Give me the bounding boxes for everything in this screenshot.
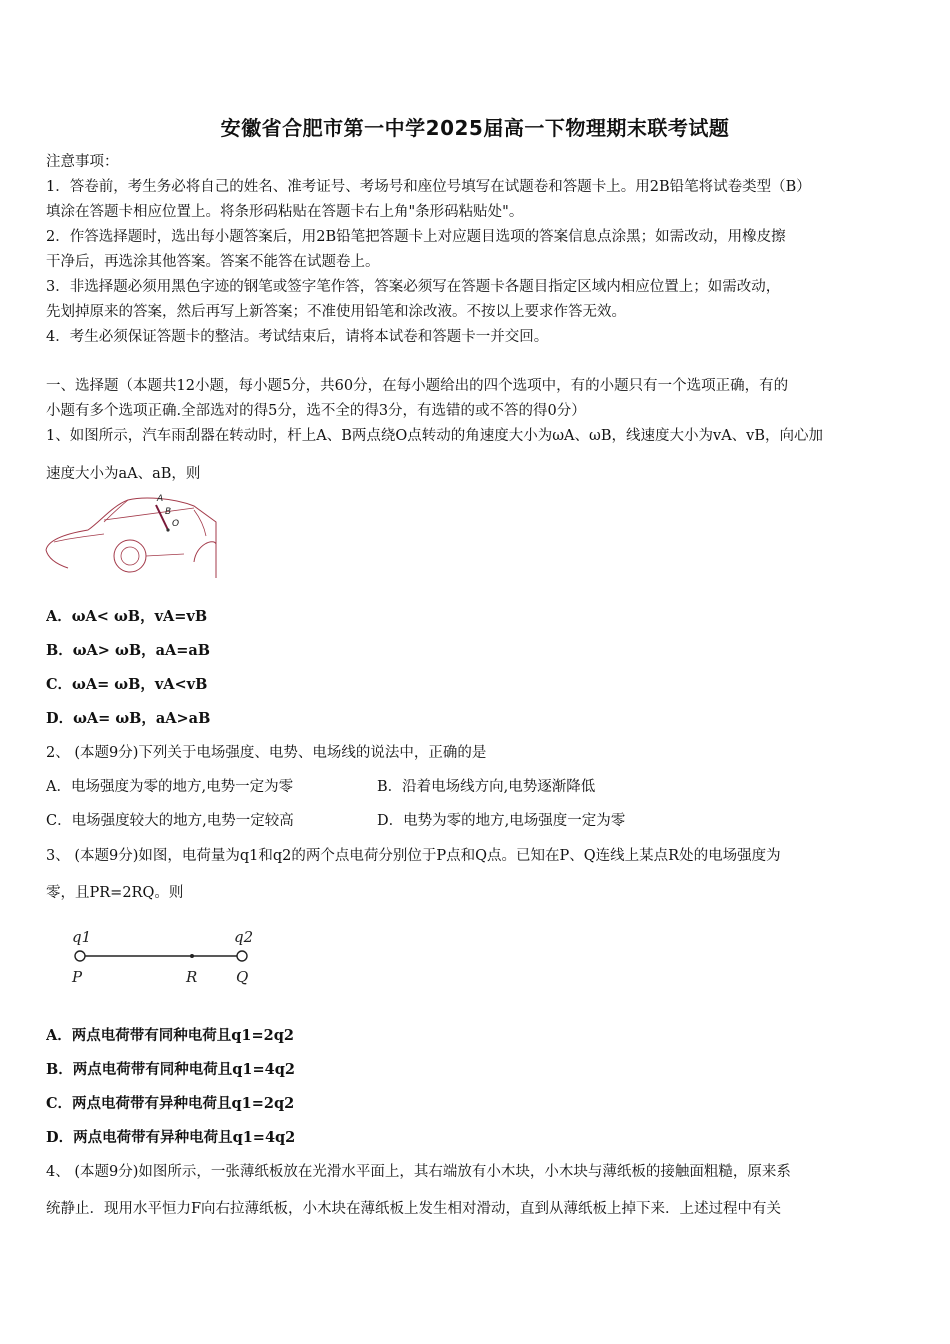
option-b: B．沿着电场线方向,电势逐渐降低	[377, 779, 596, 795]
label-q: Q	[236, 968, 249, 986]
notice-line: 填涂在答题卡相应位置上。将条形码粘贴在答题卡右上角"条形码粘贴处"。	[46, 204, 524, 220]
section-heading: 小题有多个选项正确.全部选对的得5分，选不全的得3分，有选错的或不答的得0分）	[46, 403, 586, 419]
option-b: B．两点电荷带有同种电荷且q1=4q2	[46, 1061, 295, 1078]
section-heading: 一、选择题（本题共12小题，每小题5分，共60分，在每小题给出的四个选项中，有的小题只有一个选项正确，有的	[46, 378, 789, 394]
notice-line: 3．非选择题必须用黑色字迹的钢笔或签字笔作答，答案必须写在答题卡各题目指定区域内相应位置上；如需改动，	[46, 279, 781, 295]
option-d: D．ωA= ωB，aA>aB	[46, 710, 211, 727]
figure-label-b: B	[165, 507, 172, 517]
notice-line: 4．考生必须保证答题卡的整洁。考试结束后，请将本试卷和答题卡一并交回。	[46, 329, 549, 345]
question-1-stem: 1、如图所示，汽车雨刮器在转动时，杆上A、B两点绕O点转动的角速度大小为ωA、ωB，线速度大小为vA、vB，向心加	[46, 428, 824, 444]
option-c: C．ωA= ωB，vA<vB	[46, 676, 208, 693]
question-2-stem: 2、 (本题9分)下列关于电场强度、电势、电场线的说法中，正确的是	[46, 745, 487, 761]
notice-line: 先划掉原来的答案，然后再写上新答案；不准使用铅笔和涂改液。不按以上要求作答无效。	[46, 304, 626, 320]
label-r: R	[186, 968, 198, 986]
question-3-stem: 3、 (本题9分)如图，电荷量为q1和q2的两个点电荷分别位于P点和Q点。已知在P、Q连线上某点R处的电场强度为	[46, 848, 781, 864]
question-1-stem: 速度大小为aA、aB，则	[46, 466, 201, 482]
option-d: D．两点电荷带有异种电荷且q1=4q2	[46, 1129, 296, 1146]
car-wiper-figure	[44, 492, 218, 578]
option-d: D．电势为零的地方,电场强度一定为零	[377, 813, 626, 829]
charges-figure	[66, 924, 266, 990]
notice-line: 1．答卷前，考生务必将自己的姓名、准考证号、考场号和座位号填写在试题卷和答题卡上。用2B铅笔将试卷类型（B）	[46, 179, 811, 195]
option-a: A．电场强度为零的地方,电势一定为零	[46, 779, 294, 795]
option-a: A．两点电荷带有同种电荷且q1=2q2	[46, 1027, 294, 1044]
option-c: C．电场强度较大的地方,电势一定较高	[46, 813, 294, 829]
label-p: P	[72, 968, 83, 986]
label-q1: q1	[72, 928, 92, 946]
label-q2: q2	[234, 928, 254, 946]
figure-label-o: O	[172, 519, 180, 529]
question-3-stem: 零，且PR=2RQ。则	[46, 885, 184, 901]
option-c: C．两点电荷带有异种电荷且q1=2q2	[46, 1095, 295, 1112]
page-title: 安徽省合肥市第一中学2025届高一下物理期末联考试题	[220, 116, 730, 140]
notice-line: 2．作答选择题时，选出每小题答案后，用2B铅笔把答题卡上对应题目选项的答案信息点涂黑；如需改动，用橡皮擦	[46, 229, 786, 245]
option-b: B．ωA> ωB，aA=aB	[46, 642, 211, 659]
question-4-stem: 统静止．现用水平恒力F向右拉薄纸板，小木块在薄纸板上发生相对滑动，直到从薄纸板上掉下来．上述过程中有关	[46, 1201, 782, 1217]
notice-heading: 注意事项：	[46, 154, 119, 170]
question-4-stem: 4、 (本题9分)如图所示，一张薄纸板放在光滑水平面上，其右端放有小木块，小木块与薄纸板的接触面粗糙，原来系	[46, 1164, 791, 1180]
option-a: A．ωA< ωB，vA=vB	[46, 608, 208, 625]
notice-line: 干净后，再选涂其他答案。答案不能答在试题卷上。	[46, 254, 380, 270]
figure-label-a: A	[157, 494, 164, 504]
